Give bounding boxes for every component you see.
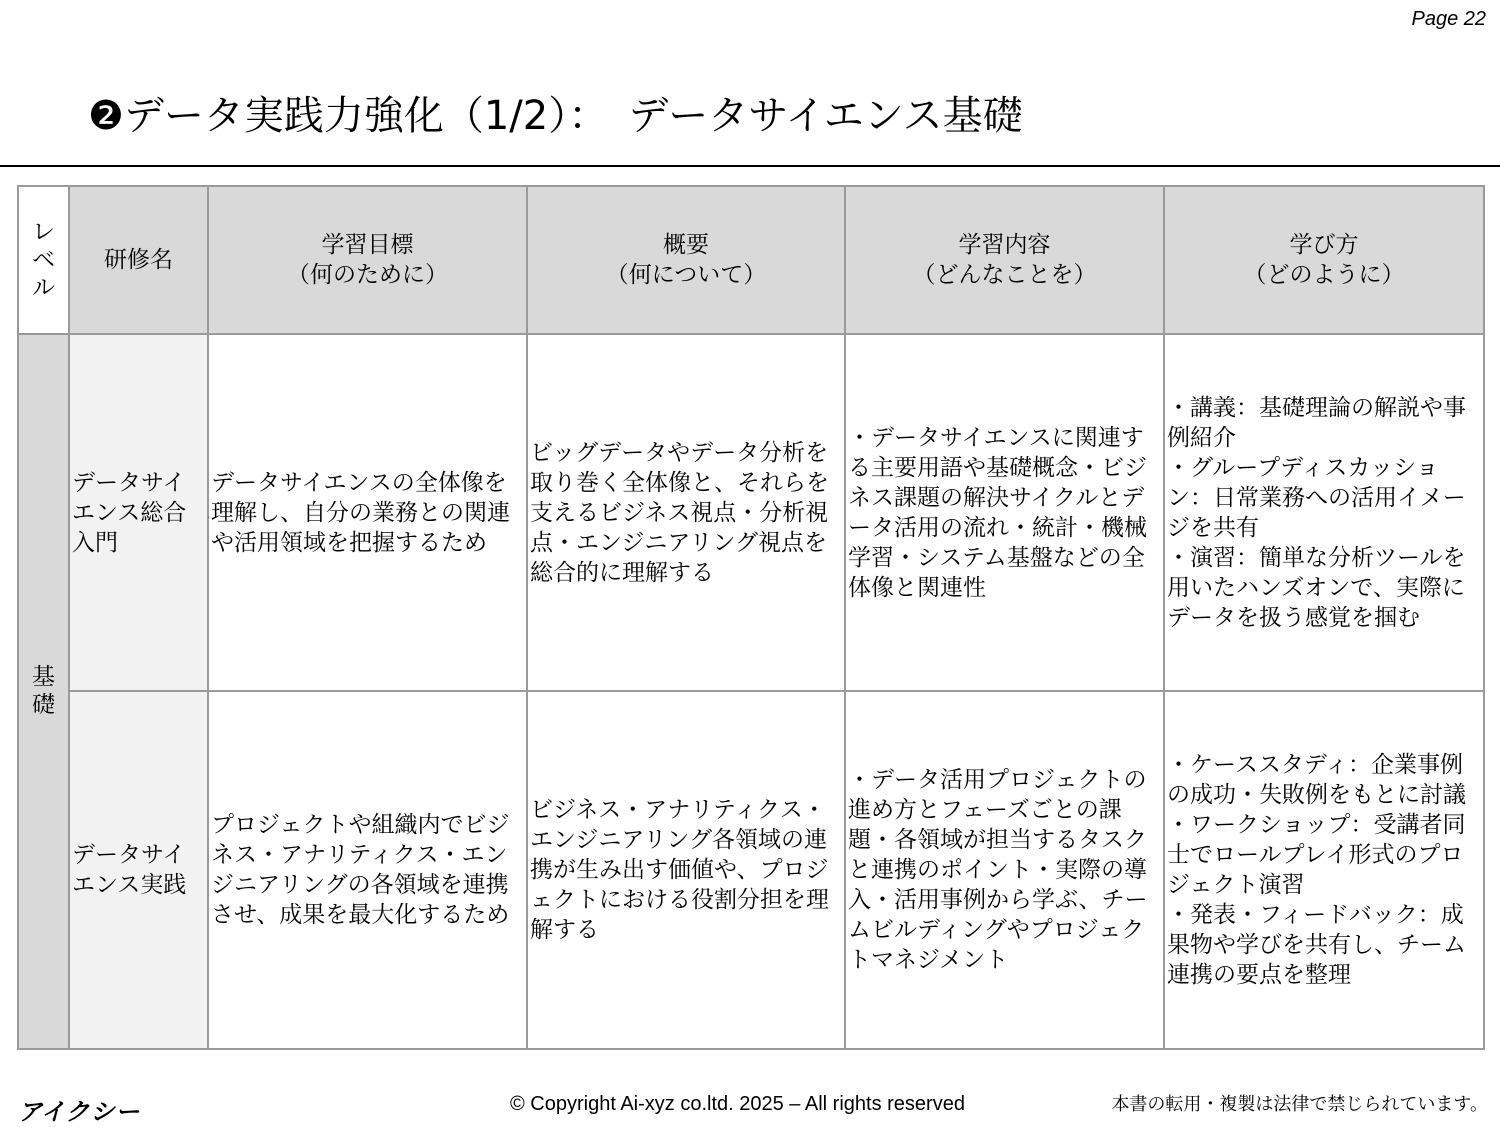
header-row (18, 186, 1484, 334)
copy-notice: 本書の転用・複製は法律で禁じられています。 (1111, 1094, 1488, 1115)
method-item: ・グループディスカッション：日常業務への活用イメージを共有 (1167, 454, 1466, 541)
course-overview: ビジネス・アナリティクス・エンジニアリング各領域の連携が生み出す価値や、プロジェクトにおける役割分担を理解する (527, 691, 845, 1049)
course-goal: データサイエンスの全体像を理解し、自分の業務との関連や活用領域を把握するため (208, 334, 527, 691)
course-overview: ビッグデータやデータ分析を取り巻く全体像と、それらを支えるビジネス視点・分析視点・エンジニアリング視点を総合的に理解する (527, 334, 845, 691)
table-row (18, 334, 1484, 691)
company-logo: アイクシー (18, 1098, 141, 1126)
course-name: データサイエンス実践 (69, 691, 208, 1049)
header-name: 研修名 (69, 186, 208, 334)
method-item: ・ワークショップ：受講者同士でロールプレイ形式のプロジェクト演習 (1167, 812, 1466, 898)
page-title: ❷データ実践力強化（1/2）： データサイエンス基礎 (88, 93, 1023, 139)
header-level: レベル (18, 186, 69, 334)
curriculum-table (17, 185, 1485, 1050)
course-method (1164, 691, 1484, 1049)
method-item: ・発表・フィードバック：成果物や学びを共有し、チーム連携の要点を整理 (1167, 902, 1466, 988)
copyright: © Copyright Ai-xyz co.ltd. 2025 – All rights reserved (510, 1093, 965, 1115)
method-item: ・講義：基礎理論の解説や事例紹介 (1167, 394, 1466, 451)
course-content: ・データサイエンスに関連する主要用語や基礎概念・ビジネス課題の解決サイクルとデータ活用の流れ・統計・機械学習・システム基盤などの全体像と関連性 (845, 334, 1164, 691)
header-overview: 概要 （何について） (527, 186, 845, 334)
method-item: ・演習：簡単な分析ツールを用いたハンズオンで、実際にデータを扱う感覚を掴む (1167, 544, 1466, 631)
course-content: ・データ活用プロジェクトの進め方とフェーズごとの課題・各領域が担当するタスクと連携のポイント・実際の導入・活用事例から学ぶ、チームビルディングやプロジェクトマネジメント (845, 691, 1164, 1049)
course-name: データサイエンス総合入門 (69, 334, 208, 691)
header-content: 学習内容 （どんなことを） (845, 186, 1164, 334)
page-number: Page 22 (1411, 8, 1486, 30)
table-row (18, 691, 1484, 1049)
title-divider (0, 165, 1500, 167)
course-method (1164, 334, 1484, 691)
header-method: 学び方 （どのように） (1164, 186, 1484, 334)
method-item: ・ケーススタディ：企業事例の成功・失敗例をもとに討議 (1167, 752, 1466, 808)
level-cell: 基礎 (18, 334, 69, 1049)
header-goal: 学習目標 （何のために） (208, 186, 527, 334)
course-goal: プロジェクトや組織内でビジネス・アナリティクス・エンジニアリングの各領域を連携させ、成果を最大化するため (208, 691, 527, 1049)
